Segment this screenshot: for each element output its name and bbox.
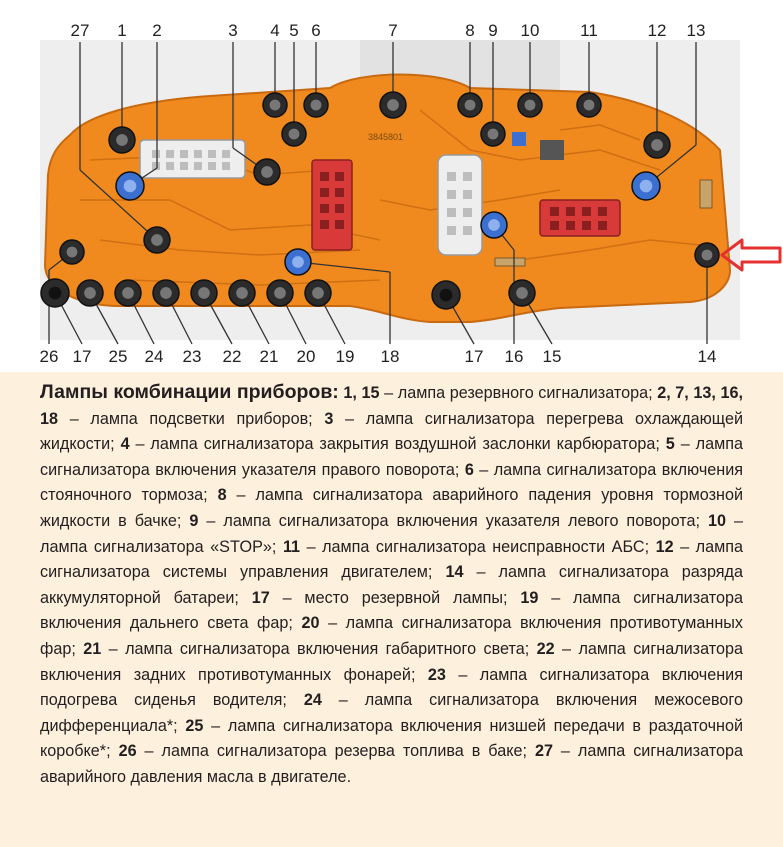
caption-title: Лампы комбинации приборов: bbox=[40, 381, 339, 403]
caption-item-text: – лампа сигнализатора включения габаритного света; bbox=[101, 639, 537, 658]
lamp-socket bbox=[577, 93, 601, 117]
lamp-socket bbox=[644, 132, 670, 158]
caption-item bbox=[119, 742, 535, 760]
caption-item-text: – лампа сигнализатора системы управления двигателем; bbox=[40, 537, 743, 582]
lamp-socket bbox=[254, 159, 280, 185]
caption-item-number: 25 bbox=[185, 716, 204, 735]
instrument-cluster-figure bbox=[0, 0, 783, 372]
top-label-1: 1 bbox=[117, 21, 127, 40]
caption-item-text: – лампа сигнализатора аварийного давления масла в двигателе. bbox=[40, 742, 743, 786]
backlight-lamp bbox=[481, 212, 507, 238]
bottom-label-8: 19 bbox=[335, 347, 355, 366]
caption-item-text: – лампа сигнализатора включения указателя левого поворота; bbox=[198, 511, 708, 530]
caption-item-number: 6 bbox=[464, 460, 474, 479]
caption-item-number: 19 bbox=[520, 588, 539, 607]
top-label-4: 4 bbox=[270, 21, 280, 40]
caption-item-number: 22 bbox=[536, 639, 555, 658]
chip bbox=[540, 140, 564, 160]
bottom-label-0: 26 bbox=[39, 347, 59, 366]
caption-item bbox=[189, 512, 708, 530]
bottom-label-1: 17 bbox=[72, 347, 92, 366]
top-label-10: 10 bbox=[520, 21, 540, 40]
top-label-6: 6 bbox=[311, 21, 321, 40]
connector-white-right bbox=[438, 155, 482, 255]
backlight-lamp bbox=[116, 172, 144, 200]
top-label-7: 7 bbox=[388, 21, 398, 40]
bottom-label-7: 20 bbox=[296, 347, 316, 366]
caption-item-text: – лампа сигнализатора включения низшей передачи в раздаточной коробке*; bbox=[40, 716, 743, 761]
connector-white-left bbox=[140, 140, 245, 178]
lamp-socket bbox=[304, 93, 328, 117]
bottom-label-13: 14 bbox=[697, 347, 717, 366]
resistor-right bbox=[700, 180, 712, 208]
lamp-socket bbox=[115, 280, 141, 306]
caption-item-text: – лампа сигнализатора включения указателя правого поворота; bbox=[40, 435, 743, 479]
lamp-socket bbox=[481, 122, 505, 146]
caption-item bbox=[83, 640, 536, 658]
caption-item-number: 12 bbox=[655, 537, 674, 556]
caption-item bbox=[283, 538, 656, 556]
caption-item-number: 26 bbox=[118, 742, 137, 761]
top-label-8: 8 bbox=[465, 21, 475, 40]
caption-item-number: 23 bbox=[427, 665, 446, 684]
lamp-socket bbox=[153, 280, 179, 306]
caption-item-number: 2, 7, 13, 16, 18 bbox=[40, 384, 744, 428]
caption-item-text: – лампа сигнализатора включения межосевого дифференциала*; bbox=[40, 691, 743, 735]
caption-item-number: 24 bbox=[303, 691, 322, 710]
caption-item-text: – лампа сигнализатора включения противотуманных фар; bbox=[40, 614, 743, 658]
caption-item bbox=[121, 435, 666, 453]
lamp-socket bbox=[458, 93, 482, 117]
caption-items bbox=[40, 384, 743, 786]
lamp-socket bbox=[282, 122, 306, 146]
lamp-socket bbox=[305, 280, 331, 306]
top-label-13: 13 bbox=[686, 21, 706, 40]
caption-item-number: 27 bbox=[534, 742, 553, 761]
caption-item-number: 10 bbox=[707, 511, 726, 530]
lamp-socket bbox=[144, 227, 170, 253]
caption-item-number: 1, 15 bbox=[343, 384, 380, 402]
caption bbox=[0, 372, 783, 847]
bottom-label-6: 21 bbox=[259, 347, 279, 366]
top-label-0: 27 bbox=[70, 21, 90, 40]
caption-item-number: 11 bbox=[282, 537, 301, 556]
lamp-socket bbox=[109, 127, 135, 153]
bottom-label-4: 23 bbox=[182, 347, 202, 366]
caption-item bbox=[343, 384, 657, 402]
lamp-socket bbox=[518, 93, 542, 117]
caption-item bbox=[252, 589, 521, 607]
bottom-label-2: 25 bbox=[108, 347, 128, 366]
lamp-socket bbox=[77, 280, 103, 306]
lamp-socket bbox=[695, 243, 719, 267]
caption-item-text: – лампа сигнализатора разряда аккумуляторной батареи; bbox=[40, 563, 743, 607]
caption-item-number: 5 bbox=[665, 435, 675, 454]
top-label-3: 3 bbox=[228, 21, 238, 40]
lamp-socket bbox=[229, 280, 255, 306]
caption-item-text: – лампа сигнализатора перегрева охлаждающей жидкости; bbox=[40, 409, 743, 454]
caption-item-text: – лампа сигнализатора резерва топлива в баке; bbox=[136, 742, 535, 761]
bottom-label-10: 17 bbox=[464, 347, 484, 366]
caption-item-text: – лампа сигнализатора аварийного падения уровня тормозной жидкости в бачке; bbox=[40, 486, 743, 530]
top-label-2: 2 bbox=[152, 21, 162, 40]
caption-item-text: – лампа сигнализатора неисправности АБС; bbox=[300, 537, 656, 556]
bottom-label-12: 15 bbox=[542, 347, 562, 366]
top-label-9: 9 bbox=[488, 21, 498, 40]
caption-item-number: 21 bbox=[83, 639, 102, 658]
connector-red-center bbox=[312, 160, 352, 250]
backlight-lamp bbox=[285, 249, 311, 275]
caption-item-text: – лампа подсветки приборов; bbox=[58, 409, 325, 428]
caption-item-text: – лампа сигнализатора включения подогрева сиденья водителя; bbox=[40, 665, 743, 710]
bottom-label-9: 18 bbox=[380, 347, 400, 366]
caption-item-number: 8 bbox=[217, 486, 227, 505]
connector-red-right bbox=[540, 200, 620, 236]
bottom-label-5: 22 bbox=[222, 347, 242, 366]
caption-item-text: – лампа сигнализатора закрытия воздушной заслонки карбюратора; bbox=[129, 435, 666, 454]
caption-item-number: 3 bbox=[324, 409, 334, 428]
lamp-socket bbox=[60, 240, 84, 264]
lamp-socket bbox=[380, 92, 406, 118]
top-label-5: 5 bbox=[289, 21, 299, 40]
caption-item-text: – лампа резервного сигнализатора; bbox=[379, 384, 658, 402]
bottom-label-3: 24 bbox=[144, 347, 164, 366]
caption-item-number: 4 bbox=[120, 435, 130, 454]
lamp-socket bbox=[432, 281, 460, 309]
lamp-socket bbox=[509, 280, 535, 306]
caption-item-number: 20 bbox=[301, 614, 320, 633]
lamp-socket bbox=[191, 280, 217, 306]
caption-item-text: – лампа сигнализатора включения дальнего света фар; bbox=[40, 588, 744, 633]
caption-item-text: – лампа сигнализатора включения стояночного тормоза; bbox=[40, 460, 743, 505]
lamp-socket bbox=[41, 279, 69, 307]
lamp-socket bbox=[263, 93, 287, 117]
resistor-lower bbox=[495, 258, 525, 266]
caption-item-number: 9 bbox=[189, 511, 199, 530]
capacitor-blue bbox=[512, 132, 526, 146]
instrument-cluster-diagram bbox=[0, 0, 783, 372]
top-label-12: 12 bbox=[647, 21, 667, 40]
backlight-lamp bbox=[632, 172, 660, 200]
lamp-socket bbox=[267, 280, 293, 306]
top-label-11: 11 bbox=[580, 21, 598, 40]
caption-item-text: – лампа сигнализатора включения задних противотуманных фонарей; bbox=[40, 639, 743, 684]
caption-item-text: – место резервной лампы; bbox=[269, 588, 521, 607]
caption-item-text: – лампа сигнализатора «STOP»; bbox=[40, 511, 743, 556]
caption-item-number: 17 bbox=[251, 588, 270, 607]
caption-item-number: 14 bbox=[445, 563, 464, 582]
bottom-label-11: 16 bbox=[504, 347, 524, 366]
board-marking: 3845801 bbox=[368, 132, 404, 142]
